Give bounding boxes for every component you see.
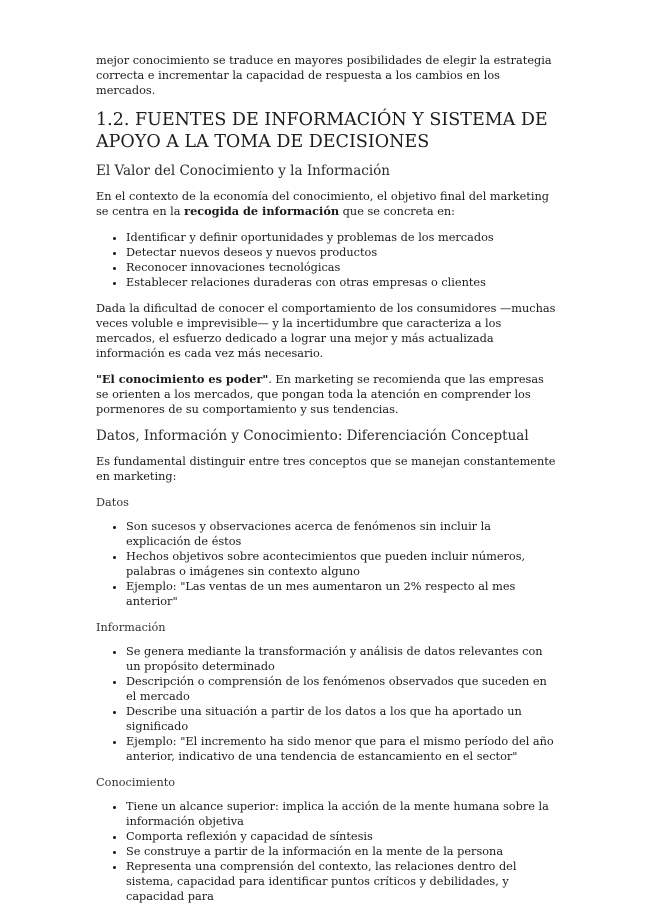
valor-paragraph-3	[96, 372, 559, 417]
datos-info-intro: Es fundamental distinguir entre tres conceptos que se manejan constantemente en marketing:	[96, 455, 556, 483]
valor-paragraph-1	[96, 189, 559, 219]
list-item: • Descripción o comprensión de los fenómenos observados que suceden en el mercado	[126, 674, 559, 704]
list-item: • Tiene un alcance superior: implica la acción de la mente humana sobre la información objetiva	[126, 799, 559, 829]
list-item: • Se construye a partir de la información en la mente de la persona	[126, 844, 559, 859]
valor-p1-text: En el contexto de la economía del conocimiento, el objetivo final del marketing se centra en la	[96, 190, 549, 218]
list-item: • Representa una comprensión del contexto, las relaciones dentro del sistema, capacidad para identificar puntos críticos y debilidades, y capacidad para	[126, 859, 559, 904]
conocimiento-list	[96, 799, 559, 904]
heading-datos-info: Datos, Información y Conocimiento: Diferenciación Conceptual	[96, 428, 529, 444]
valor-p1-bold: recogida de información	[184, 204, 340, 218]
valor-p1-text-end: que se concreta en:	[339, 205, 455, 218]
list-item: • Identificar y definir oportunidades y problemas de los mercados	[126, 230, 559, 245]
list-item: • Hechos objetivos sobre acontecimientos que pueden incluir números, palabras o imágenes sin contexto alguno	[126, 549, 559, 579]
list-item: • Detectar nuevos deseos y nuevos productos	[126, 245, 559, 260]
valor-p3-bold: "El conocimiento es poder"	[96, 372, 269, 386]
heading-datos: Datos	[96, 496, 129, 509]
list-item: • Ejemplo: "Las ventas de un mes aumentaron un 2% respecto al mes anterior"	[126, 579, 559, 609]
intro-paragraph: mejor conocimiento se traduce en mayores posibilidades de elegir la estrategia correcta e incrementar la capacidad de respuesta a los cambios en los mercados.	[96, 54, 552, 97]
heading-informacion: Información	[96, 621, 166, 634]
list-item: • Comporta reflexión y capacidad de síntesis	[126, 829, 559, 844]
heading-conocimiento: Conocimiento	[96, 776, 176, 789]
valor-list	[96, 230, 559, 290]
list-item: • Reconocer innovaciones tecnológicas	[126, 260, 559, 275]
valor-paragraph-2: Dada la dificultad de conocer el comportamiento de los consumidores —muchas veces voluble e imprevisible— y la incertidumbre que caracteriza a los mercados, el esfuerzo dedicado a lograr una mejor y más actualizada información es cada vez más necesario.	[96, 302, 556, 360]
list-item: • Describe una situación a partir de los datos a los que ha aportado un significado	[126, 704, 559, 734]
informacion-list	[96, 644, 559, 764]
valor-p3-text: . En marketing se recomienda que las empresas se orienten a los mercados, que pongan toda la atención en comprender los pormenores de su comportamiento y sus tendencias.	[96, 373, 544, 416]
list-item: • Se genera mediante la transformación y análisis de datos relevantes con un propósito determinado	[126, 644, 559, 674]
list-item: • Son sucesos y observaciones acerca de fenómenos sin incluir la explicación de éstos	[126, 519, 559, 549]
list-item: • Ejemplo: "El incremento ha sido menor que para el mismo período del año anterior, indicativo de una tendencia de estancamiento en el sector"	[126, 734, 559, 764]
heading-valor: El Valor del Conocimiento y la Información	[96, 163, 390, 179]
datos-list	[96, 519, 559, 609]
section-title: 1.2. FUENTES DE INFORMACIÓN Y SISTEMA DE APOYO A LA TOMA DE DECISIONES	[96, 110, 548, 152]
list-item: • Establecer relaciones duraderas con otras empresas o clientes	[126, 275, 559, 290]
